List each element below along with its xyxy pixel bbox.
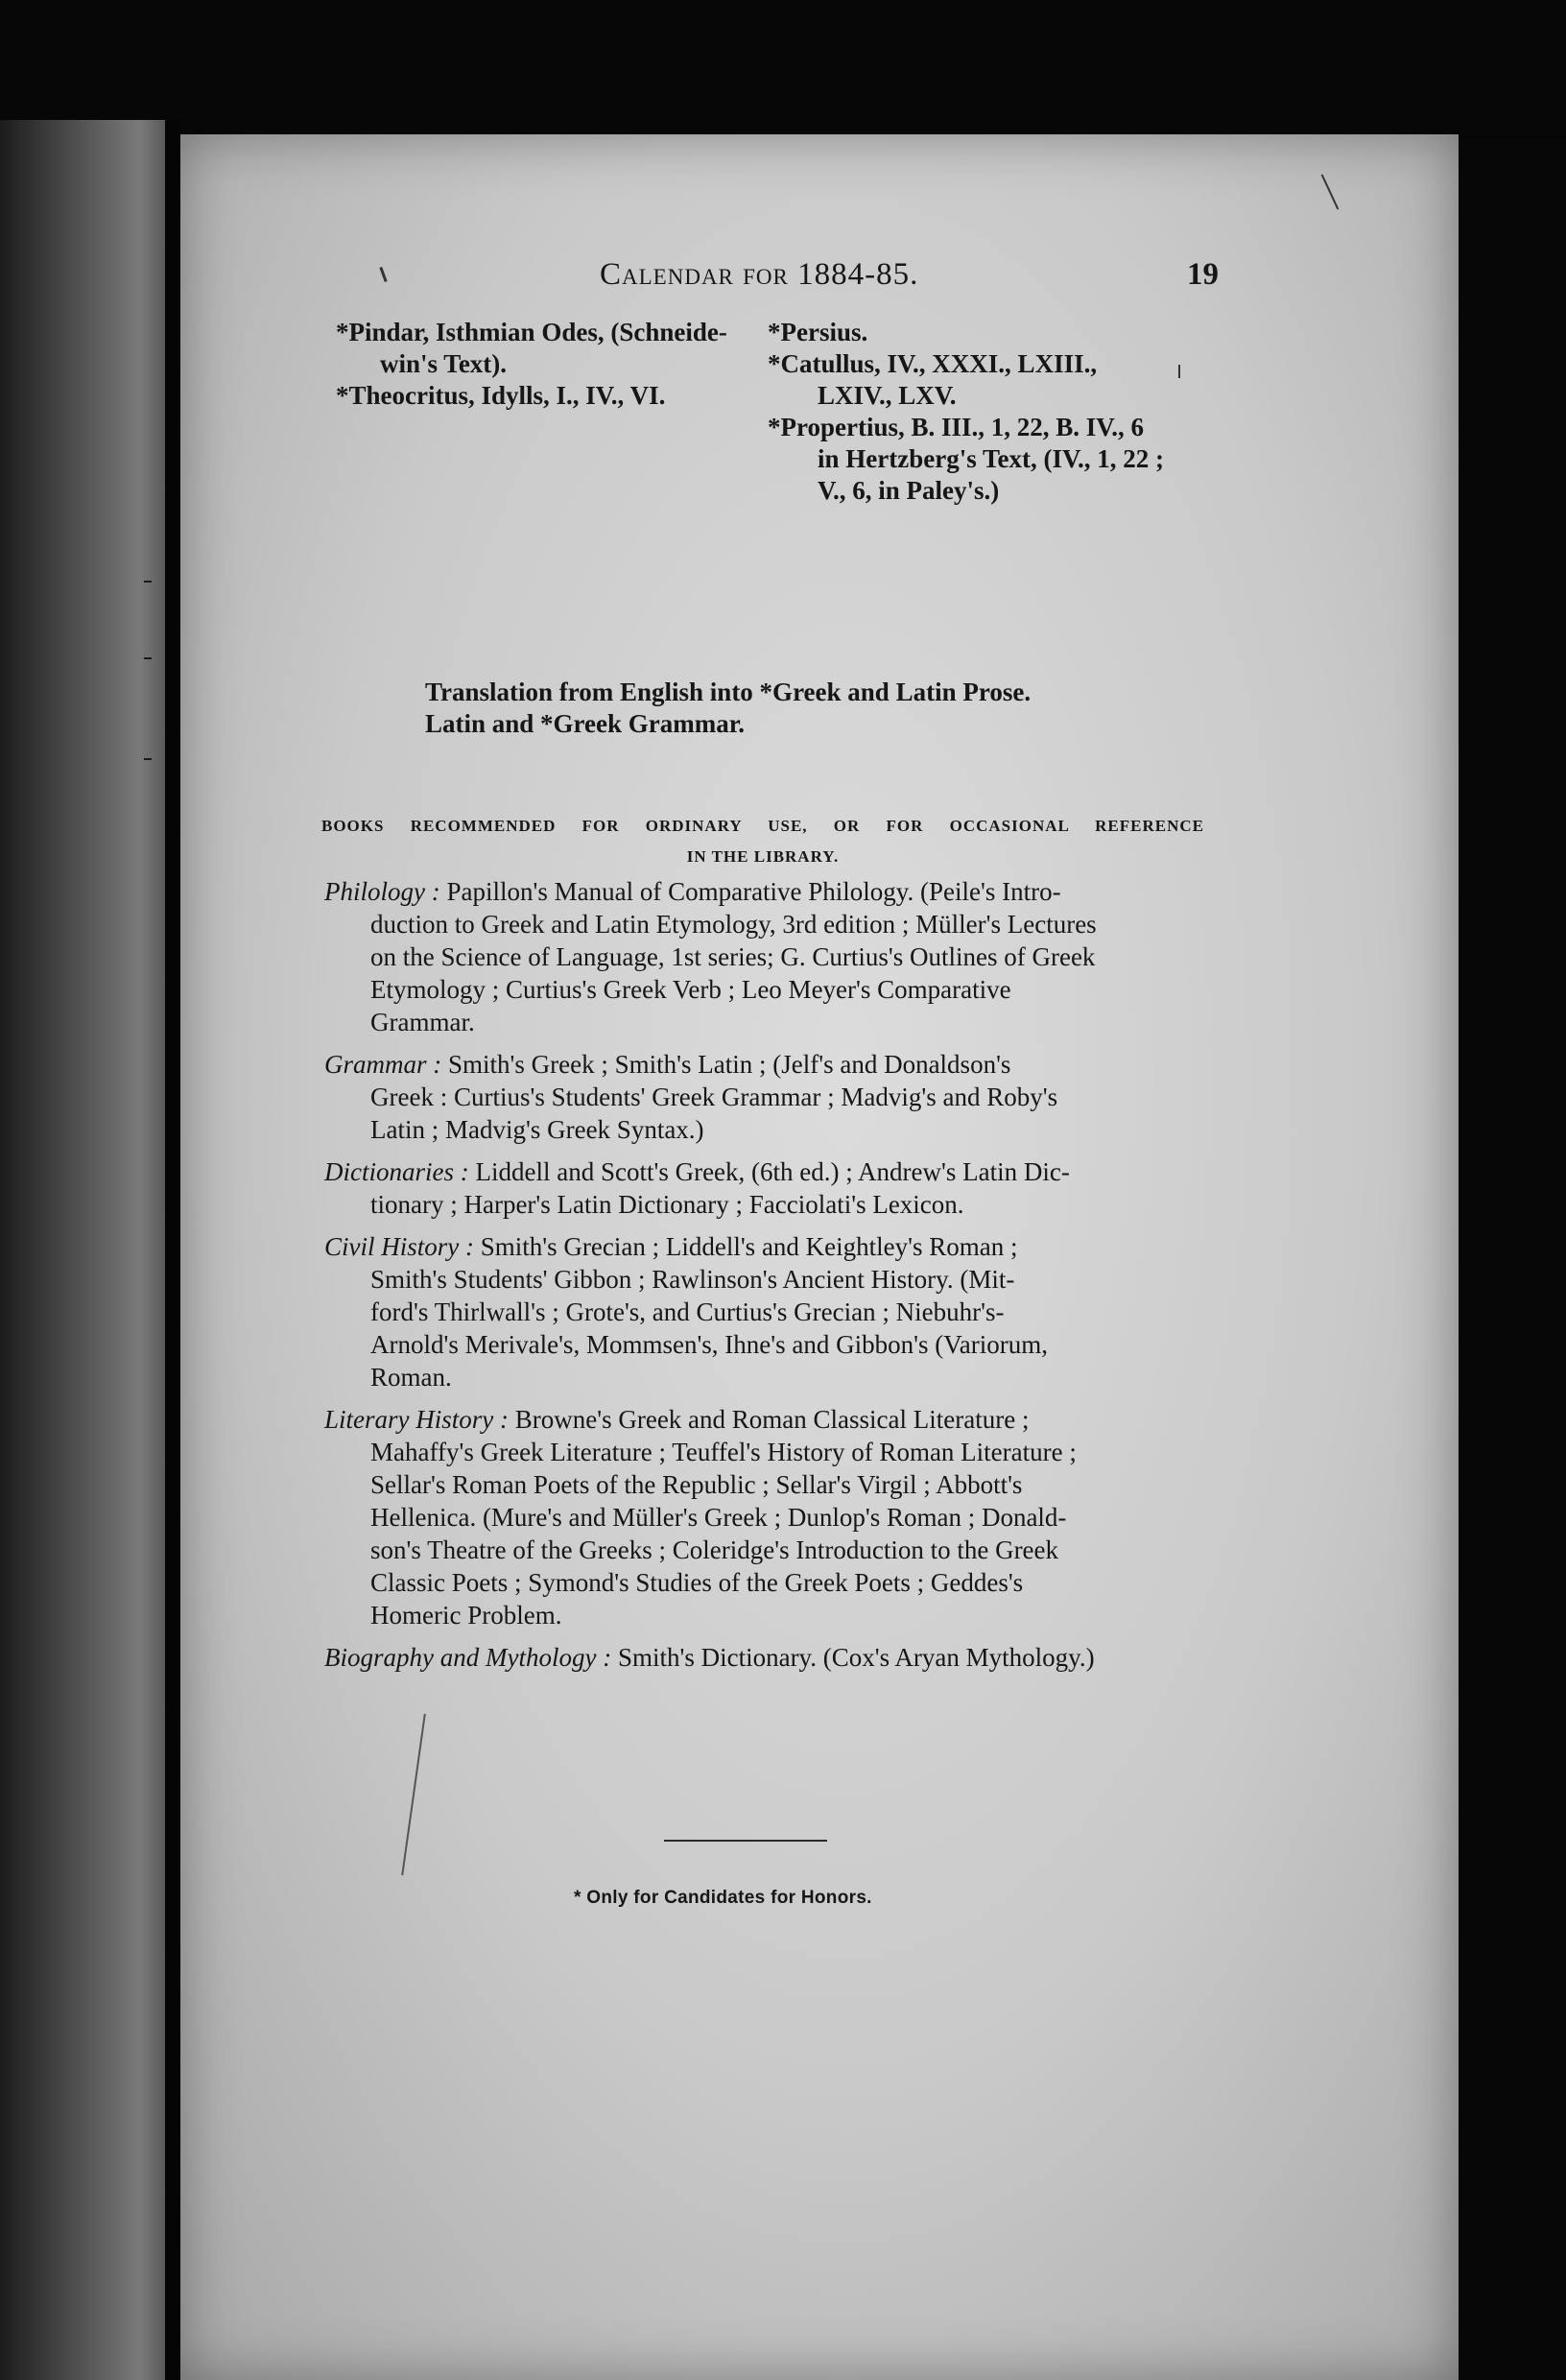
section-continuation-line: Etymology ; Curtius's Greek Verb ; Leo Meyer's Comparative xyxy=(370,975,1011,1004)
grammar-line: Latin and *Greek Grammar. xyxy=(425,709,746,738)
section-first-line xyxy=(324,1048,1207,1081)
section-continuation-line: tionary ; Harper's Latin Dictionary ; Facciolati's Lexicon. xyxy=(370,1190,964,1219)
section-civil-history xyxy=(324,1230,1207,1393)
entry-continuation: V., 6, in Paley's.) xyxy=(818,476,1000,505)
section-continuation-line: ford's Thirlwall's ; Grote's, and Curtius's Grecian ; Niebuhr's- xyxy=(370,1297,1005,1326)
section-continuation-line: son's Theatre of the Greeks ; Coleridge's Introduction to the Greek xyxy=(370,1535,1059,1564)
section-dictionaries xyxy=(324,1155,1207,1221)
entry-line: *Propertius, B. III., 1, 22, B. IV., 6 xyxy=(768,413,1145,441)
text-entry xyxy=(768,412,1219,507)
section-text: Papillon's Manual of Comparative Philology. (Peile's Intro- xyxy=(446,877,1061,906)
heading-line: IN THE LIBRARY. xyxy=(686,847,840,866)
section-continuation-line: Greek : Curtius's Students' Greek Grammar ; Madvig's and Roby's xyxy=(370,1083,1058,1111)
footnote-rule xyxy=(664,1840,827,1842)
heading-line: BOOKS RECOMMENDED FOR ORDINARY USE, OR FOR OCCASIONAL REFERENCE xyxy=(321,817,1204,835)
section-continuation-line: Homeric Problem. xyxy=(370,1601,562,1630)
entry-continuation: win's Text). xyxy=(380,349,508,378)
section-text: Smith's Dictionary. (Cox's Aryan Mythology.) xyxy=(617,1643,1095,1672)
section-continuation-line: Grammar. xyxy=(370,1008,475,1036)
section-continuation-line: on the Science of Language, 1st series; G. Curtius's Outlines of Greek xyxy=(370,942,1096,971)
translation-requirements xyxy=(425,677,1193,740)
section-first-line xyxy=(324,1230,1207,1263)
section-biography-and-mythology xyxy=(324,1641,1207,1674)
entry-line: *Catullus, IV., XXXI., LXIII., xyxy=(768,349,1098,378)
section-continuation-line: Hellenica. (Mure's and Müller's Greek ; Dunlop's Roman ; Donald- xyxy=(370,1503,1067,1532)
section-text: Smith's Grecian ; Liddell's and Keightley's Roman ; xyxy=(480,1232,1018,1261)
section-philology xyxy=(324,875,1207,1038)
section-continuation-line: Classic Poets ; Symond's Studies of the Greek Poets ; Geddes's xyxy=(370,1568,1024,1597)
text-entry xyxy=(336,380,758,412)
section-heading: Civil History : xyxy=(324,1232,474,1261)
section-first-line xyxy=(324,1155,1207,1188)
section-heading: Literary History : xyxy=(324,1405,509,1434)
section-continuation-line: Mahaffy's Greek Literature ; Teuffel's History of Roman Literature ; xyxy=(370,1438,1077,1466)
text-entry xyxy=(768,317,1219,348)
adjacent-page-edge xyxy=(0,120,165,2380)
section-text: Liddell and Scott's Greek, (6th ed.) ; Andrew's Latin Dic- xyxy=(475,1157,1070,1186)
section-continuation-line: Sellar's Roman Poets of the Republic ; Sellar's Virgil ; Abbott's xyxy=(370,1470,1023,1499)
section-heading: Philology : xyxy=(324,877,440,906)
section-literary-history xyxy=(324,1403,1207,1631)
entry-continuation: LXIV., LXV. xyxy=(818,381,957,410)
text-entry xyxy=(336,317,758,380)
page-gutter xyxy=(165,120,180,2380)
entry-line: *Theocritus, Idylls, I., IV., VI. xyxy=(336,381,666,410)
page-number: 19 xyxy=(1187,257,1219,292)
entry-line: *Pindar, Isthmian Odes, (Schneide- xyxy=(336,318,727,346)
section-first-line xyxy=(324,1403,1207,1436)
section-continuation-line: Arnold's Merivale's, Mommsen's, Ihne's and Gibbon's (Variorum, xyxy=(370,1330,1048,1359)
entry-line: *Persius. xyxy=(768,318,868,346)
section-heading: Biography and Mythology : xyxy=(324,1643,612,1672)
section-heading: Grammar : xyxy=(324,1050,442,1079)
scan-background xyxy=(1459,134,1566,2380)
section-first-line xyxy=(324,875,1207,908)
entry-continuation: in Hertzberg's Text, (IV., 1, 22 ; xyxy=(818,444,1164,473)
section-heading: Dictionaries : xyxy=(324,1157,469,1186)
running-head-title: Calendar for 1884-85. xyxy=(600,257,919,292)
translation-line: Translation from English into *Greek and Latin Prose. xyxy=(425,678,1032,706)
section-continuation-line: Latin ; Madvig's Greek Syntax.) xyxy=(370,1115,704,1144)
recommended-sections xyxy=(324,875,1207,1683)
footnote: * Only for Candidates for Honors. xyxy=(574,1888,872,1908)
text-entry xyxy=(768,348,1219,412)
section-continuation-line: Roman. xyxy=(370,1363,452,1392)
section-continuation-line: Smith's Students' Gibbon ; Rawlinson's Ancient History. (Mit- xyxy=(370,1265,1015,1294)
section-text: Smith's Greek ; Smith's Latin ; (Jelf's and Donaldson's xyxy=(448,1050,1011,1079)
section-text: Browne's Greek and Roman Classical Literature ; xyxy=(514,1405,1030,1434)
section-first-line xyxy=(324,1641,1207,1674)
left-column xyxy=(336,317,758,412)
section-continuation-line: duction to Greek and Latin Etymology, 3rd edition ; Müller's Lectures xyxy=(370,910,1097,939)
section-grammar xyxy=(324,1048,1207,1146)
running-head xyxy=(422,257,1219,296)
right-column xyxy=(768,317,1219,507)
recommended-books-heading xyxy=(321,811,1204,872)
